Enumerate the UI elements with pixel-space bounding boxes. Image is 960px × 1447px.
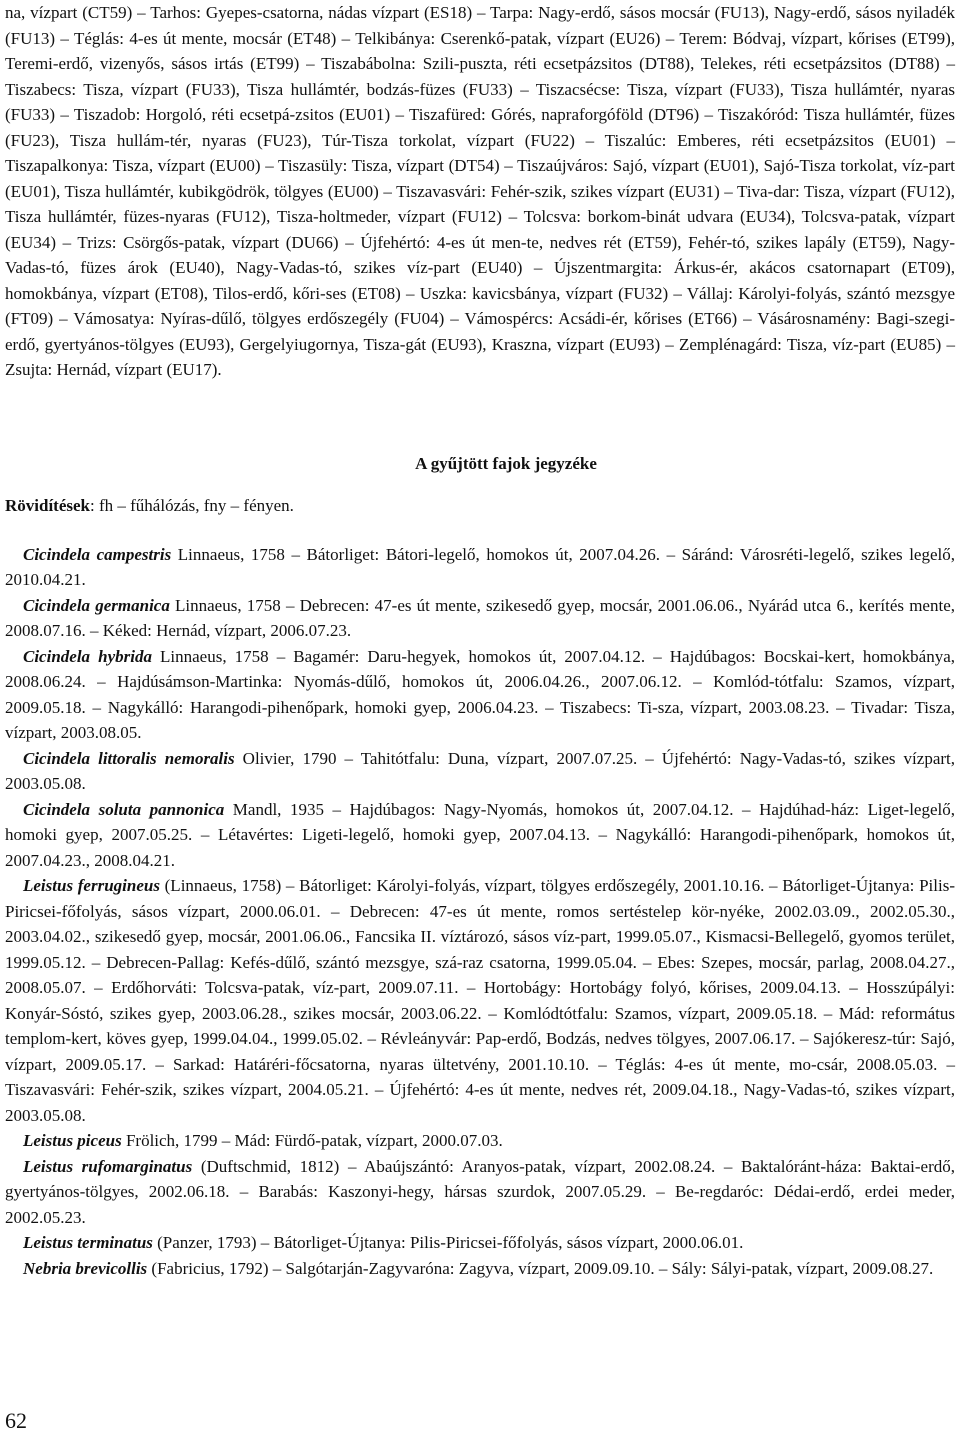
species-entry xyxy=(5,746,955,797)
species-name: Cicindela campestris xyxy=(23,544,172,564)
species-records: Olivier, 1790 – Tahitótfalu: Duna, vízpart, 2007.07.25. – Újfehértó: Nagy-Vadas-tó, szikes vízpart, 2003.05.08. xyxy=(5,748,955,793)
species-records: Mandl, 1935 – Hajdúbagos: Nagy-Nyomás, homokos út, 2007.04.12. – Hajdúhad-ház: Liget-legelő, homoki gyep, 2007.05.25. – Létavértes: Ligeti-legelő, homoki gyep, 2007.04.13. – Nagykálló: Harangodi-pihenőpark, homokos út, 2007.04.23., 2008.04.21. xyxy=(5,799,955,870)
species-records: Linnaeus, 1758 – Debrecen: 47-es út mente, szikesedő gyep, mocsár, 2001.06.06., Nyárád utca 6., kerítés mente, 2008.07.16. – Kéked: Hernád, vízpart, 2006.07.23. xyxy=(5,595,955,640)
species-entry xyxy=(5,1128,955,1154)
species-entry xyxy=(5,797,955,874)
abbreviations-text: : fh – fűhálózás, fny – fényen. xyxy=(90,496,294,515)
species-records: Frölich, 1799 – Mád: Fürdő-patak, vízpart, 2000.07.03. xyxy=(121,1131,503,1150)
species-name: Leistus rufomarginatus xyxy=(23,1156,193,1176)
species-name: Cicindela germanica xyxy=(23,595,170,615)
page xyxy=(5,0,955,1281)
species-name: Cicindela soluta pannonica xyxy=(23,799,225,819)
species-entry xyxy=(5,542,955,593)
abbreviations-label: Rövidítések xyxy=(5,496,90,515)
section-title: A gyűjtött fajok jegyzéke xyxy=(415,453,597,473)
page-number: 62 xyxy=(5,1408,27,1433)
species-name: Cicindela hybrida xyxy=(23,646,152,666)
species-records: (Duftschmid, 1812) – Abaújszántó: Aranyos-patak, vízpart, 2002.08.24. – Baktalóránt-háza: Baktai-erdő, gyertyános-tölgyes, 2002.06.18. – Barabás: Kaszonyi-hegy, hársas szurdok, 2007.05.29. – Be-regdaróc: Dédai-erdő, erdei meder, 2002.05.23. xyxy=(5,1156,955,1227)
intro-paragraph: na, vízpart (CT59) – Tarhos: Gyepes-csatorna, nádas vízpart (ES18) – Tarpa: Nagy-erdő, sásos mocsár (FU13), Nagy-erdő, sásos nyiladék (FU13) – Téglás: 4-es út mente, mocsár (ET48) – Telkibánya: Cserenkő-patak, vízpart (EU26) – Terem: Bódvaj, vízpart, kőrises (ET99), Teremi-erdő, vizenyős, sásos irtás (ET99) – Tiszabábolna: Szili-puszta, réti ecsetpázsitos (DT88), Telekes, réti ecsetpázsitos (DT88) – Tiszabecs: Tisza, vízpart (FU33), Tisza hullámtér, bodzás-füzes (FU33) – Tiszacsécse: Tisza, vízpart (FU33), Tisza hullámtér, nyaras (FU33) – Tiszadob: Horgoló, réti ecsetpá-zsitos (EU01) – Tiszafüred: Górés, napraforgóföld (DT96) – Tiszakóród: Tisza hullámtér, füzes (FU23), Tisza hullám-tér, nyaras (FU23), Túr-Tisza torkolat, vízpart (FU22) – Tiszalúc: Emberes, réti ecsetpázsitos (EU01) – Tiszapalkonya: Tisza, vízpart (EU00) – Tiszasüly: Tisza, vízpart (DT54) – Tiszaújváros: Sajó, vízpart (EU01), Sajó-Tisza torkolat, víz-part (EU01), Tisza hullámtér, kubikgödrök, tölgyes (EU00) – Tiszavasvári: Fehér-szik, szikes vízpart (EU31) – Tiva-dar: Tisza, vízpart (FU12), Tisza hullámtér, füzes-nyaras (FU12), Tisza-holtmeder, vízpart (FU12) – Tolcsva: borkom-binát udvara (EU34), Tolcsva-patak, vízpart (EU34) – Trizs: Csörgős-patak, vízpart (DU66) – Újfehértó: 4-es út men-te, nedves rét (ET59), Fehér-tó, szikes lapály (ET59), Nagy-Vadas-tó, füzes árok (EU40), Nagy-Vadas-tó, szikes víz-part (EU40) – Újszentmargita: Árkus-ér, akácos csatornapart (ET09), homokbánya, vízpart (ET08), Tilos-erdő, kőri-ses (ET08) – Uszka: kavicsbánya, vízpart (FU32) – Vállaj: Károlyi-folyás, szántó mezsgye (FT09) – Vámosatya: Nyíras-dűlő, tölgyes erdőszegély (FU04) – Vámospércs: Acsádi-ér, kőrises (ET66) – Vásárosnamény: Bagi-szegi-erdő, gyertyános-tölgyes (EU93), Gergelyiugornya, Tisza-gát (EU93), Kraszna, vízpart (EU93) – Zemplénagárd: Tisza, víz-part (EU85) – Zsujta: Hernád, vízpart (EU17). xyxy=(5,3,955,379)
species-entry xyxy=(5,644,955,746)
species-records: (Linnaeus, 1758) – Bátorliget: Károlyi-folyás, vízpart, tölgyes erdőszegély, 2001.10.16. – Bátorliget-Újtanya: Pilis-Piricsei-főfolyás, sásos vízpart, 2000.06.01. – Debrecen: 47-es út mente, romos sertéstelep kör-nyéke, 2002.03.09., 2002.05.30., 2003.04.02., szikesedő gyep, mocsár, 2001.06.06., Fancsika II. víztározó, sásos víz-part, 1999.05.07., Kismacsi-Bellegelő, gyomos terület, 1999.05.12. – Debrecen-Pallag: Kefés-dűlő, szántó mezsgye, szá-raz csatorna, 1999.05.04. – Ebes: Szepes, mocsár, parlag, 2008.04.27., 2008.05.07. – Erdőhorváti: Tolcsva-patak, víz-part, 2009.07.11. – Hortobágy: Hortobágy folyó, kőrises, 2009.04.13. – Hosszúpályi: Konyár-Sóstó, szikes gyep, 2003.06.28., szikes mocsár, 2003.06.22. – Komlódtótfalu: Szamos, vízpart, 2009.05.18. – Mád: református templom-kert, köves gyep, 1999.04.04., 1999.05.02. – Révleányvár: Pap-erdő, Bodzás, nedves tölgyes, 2007.06.17. – Sajókeresz-túr: Sajó, vízpart, 2009.05.17. – Sarkad: Határéri-főcsatorna, nyaras ültetvény, 2001.10.10. – Téglás: 4-es út mente, mo-csár, 2008.05.03. – Tiszavasvári: Fehér-szik, szikes vízpart, 2004.05.21. – Újfehértó: 4-es út mente, nedves rét, 2009.04.18., Nagy-Vadas-tó, szikes vízpart, 2003.05.08. xyxy=(5,876,955,1125)
species-entry xyxy=(5,1256,955,1282)
species-records: Linnaeus, 1758 – Bagamér: Daru-hegyek, homokos út, 2007.04.12. – Hajdúbagos: Bocskai-kert, homokbánya, 2008.06.24. – Hajdúsámson-Martinka: Nyomás-dűlő, homokos út, 2006.04.26., 2007.06.12. – Komlód-tótfalu: Szamos, vízpart, 2009.05.18. – Nagykálló: Harangodi-pihenőpark, homoki gyep, 2006.04.23. – Tiszabecs: Ti-sza, vízpart, 2003.08.23. – Tivadar: Tisza, vízpart, 2003.08.05. xyxy=(5,646,956,742)
species-records: (Panzer, 1793) – Bátorliget-Újtanya: Pilis-Piricsei-főfolyás, sásos vízpart, 2000.06.01. xyxy=(152,1233,744,1252)
species-list xyxy=(5,542,955,1282)
species-records: Linnaeus, 1758 – Bátorliget: Bátori-legelő, homokos út, 2007.04.26. – Sáránd: Városréti-legelő, szikes legelő, 2010.04.21. xyxy=(5,544,955,589)
species-entry xyxy=(5,593,955,644)
species-name: Leistus piceus xyxy=(23,1131,122,1150)
species-name: Leistus terminatus xyxy=(23,1233,153,1252)
abbreviations xyxy=(5,493,955,519)
species-name: Cicindela littoralis nemoralis xyxy=(23,748,235,768)
species-entry xyxy=(5,1230,955,1256)
species-entry xyxy=(5,873,955,1128)
species-entry xyxy=(5,1154,955,1231)
species-records: (Fabricius, 1792) – Salgótarján-Zagyvaróna: Zagyva, vízpart, 2009.09.10. – Sály: Sályi-patak, vízpart, 2009.08.27. xyxy=(147,1258,934,1278)
species-name: Leistus ferrugineus xyxy=(23,876,160,895)
species-name: Nebria brevicollis xyxy=(23,1258,148,1278)
